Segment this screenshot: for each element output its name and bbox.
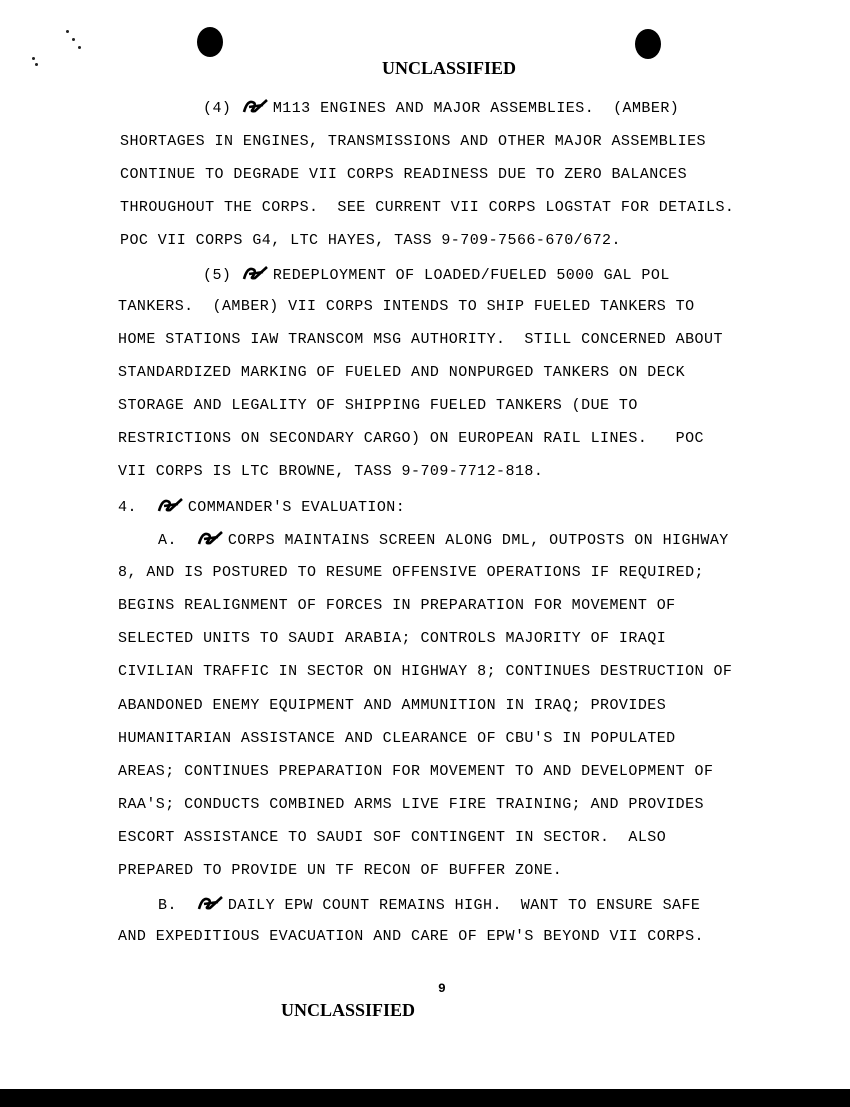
line-text: CORPS MAINTAINS SCREEN ALONG DML, OUTPOSTS ON HIGHWAY bbox=[227, 532, 729, 549]
classification-mark-icon bbox=[241, 265, 269, 281]
line-text: M113 ENGINES AND MAJOR ASSEMBLIES. (AMBER) bbox=[272, 100, 680, 117]
scan-speck bbox=[35, 63, 38, 66]
document-line: RAA'S; CONDUCTS COMBINED ARMS LIVE FIRE TRAINING; AND PROVIDES bbox=[118, 796, 704, 813]
document-line: CONTINUE TO DEGRADE VII CORPS READINESS DUE TO ZERO BALANCES bbox=[120, 166, 688, 183]
document-line: PREPARED TO PROVIDE UN TF RECON OF BUFFER ZONE. bbox=[118, 862, 563, 879]
line-prefix: (4) bbox=[203, 100, 241, 117]
document-line: SELECTED UNITS TO SAUDI ARABIA; CONTROLS MAJORITY OF IRAQI bbox=[118, 630, 667, 647]
line-text: DAILY EPW COUNT REMAINS HIGH. WANT TO ENSURE SAFE bbox=[227, 897, 701, 914]
line-text: REDEPLOYMENT OF LOADED/FUELED 5000 GAL POL bbox=[272, 267, 670, 284]
page-number: 9 bbox=[438, 981, 446, 996]
document-line: THROUGHOUT THE CORPS. SEE CURRENT VII CORPS LOGSTAT FOR DETAILS. bbox=[120, 199, 735, 216]
line-prefix: (5) bbox=[203, 267, 241, 284]
document-line: HUMANITARIAN ASSISTANCE AND CLEARANCE OF CBU'S IN POPULATED bbox=[118, 730, 676, 747]
punch-hole-right bbox=[635, 29, 661, 59]
scan-edge-bar bbox=[0, 1089, 850, 1107]
classification-mark-icon bbox=[156, 497, 184, 513]
document-line: RESTRICTIONS ON SECONDARY CARGO) ON EUROPEAN RAIL LINES. POC bbox=[118, 430, 704, 447]
classification-header: UNCLASSIFIED bbox=[382, 58, 517, 78]
line-prefix: B. bbox=[158, 897, 196, 914]
document-line: STORAGE AND LEGALITY OF SHIPPING FUELED TANKERS (DUE TO bbox=[118, 397, 638, 414]
classification-mark-icon bbox=[196, 895, 224, 911]
line-text: COMMANDER'S EVALUATION: bbox=[187, 499, 406, 516]
document-line: 8, AND IS POSTURED TO RESUME OFFENSIVE OPERATIONS IF REQUIRED; bbox=[118, 564, 704, 581]
document-line: ESCORT ASSISTANCE TO SAUDI SOF CONTINGENT IN SECTOR. ALSO bbox=[118, 829, 667, 846]
document-line bbox=[118, 497, 405, 517]
line-prefix: A. bbox=[158, 532, 196, 549]
classification-footer: UNCLASSIFIED bbox=[281, 1000, 416, 1020]
document-line bbox=[203, 265, 670, 285]
document-line: STANDARDIZED MARKING OF FUELED AND NONPURGED TANKERS ON DECK bbox=[118, 364, 686, 381]
document-line bbox=[158, 895, 700, 915]
document-line: AREAS; CONTINUES PREPARATION FOR MOVEMENT TO AND DEVELOPMENT OF bbox=[118, 763, 714, 780]
classification-mark-icon bbox=[196, 530, 224, 546]
line-prefix: 4. bbox=[118, 499, 156, 516]
classification-mark-icon bbox=[241, 98, 269, 114]
punch-hole-left bbox=[197, 27, 223, 57]
document-line: ABANDONED ENEMY EQUIPMENT AND AMMUNITION IN IRAQ; PROVIDES bbox=[118, 697, 667, 714]
document-line: POC VII CORPS G4, LTC HAYES, TASS 9-709-7566-670/672. bbox=[120, 232, 621, 249]
document-line: VII CORPS IS LTC BROWNE, TASS 9-709-7712-818. bbox=[118, 463, 544, 480]
scan-speck bbox=[66, 30, 69, 33]
document-line bbox=[203, 98, 679, 118]
document-line bbox=[158, 530, 729, 550]
document-line: TANKERS. (AMBER) VII CORPS INTENDS TO SHIP FUELED TANKERS TO bbox=[118, 298, 695, 315]
document-line: BEGINS REALIGNMENT OF FORCES IN PREPARATION FOR MOVEMENT OF bbox=[118, 597, 676, 614]
scan-speck bbox=[72, 38, 75, 41]
document-line: SHORTAGES IN ENGINES, TRANSMISSIONS AND OTHER MAJOR ASSEMBLIES bbox=[120, 133, 706, 150]
scan-speck bbox=[78, 46, 81, 49]
document-line: HOME STATIONS IAW TRANSCOM MSG AUTHORITY. STILL CONCERNED ABOUT bbox=[118, 331, 723, 348]
document-line: AND EXPEDITIOUS EVACUATION AND CARE OF EPW'S BEYOND VII CORPS. bbox=[118, 928, 704, 945]
scan-speck bbox=[32, 57, 35, 60]
document-line: CIVILIAN TRAFFIC IN SECTOR ON HIGHWAY 8; CONTINUES DESTRUCTION OF bbox=[118, 663, 733, 680]
